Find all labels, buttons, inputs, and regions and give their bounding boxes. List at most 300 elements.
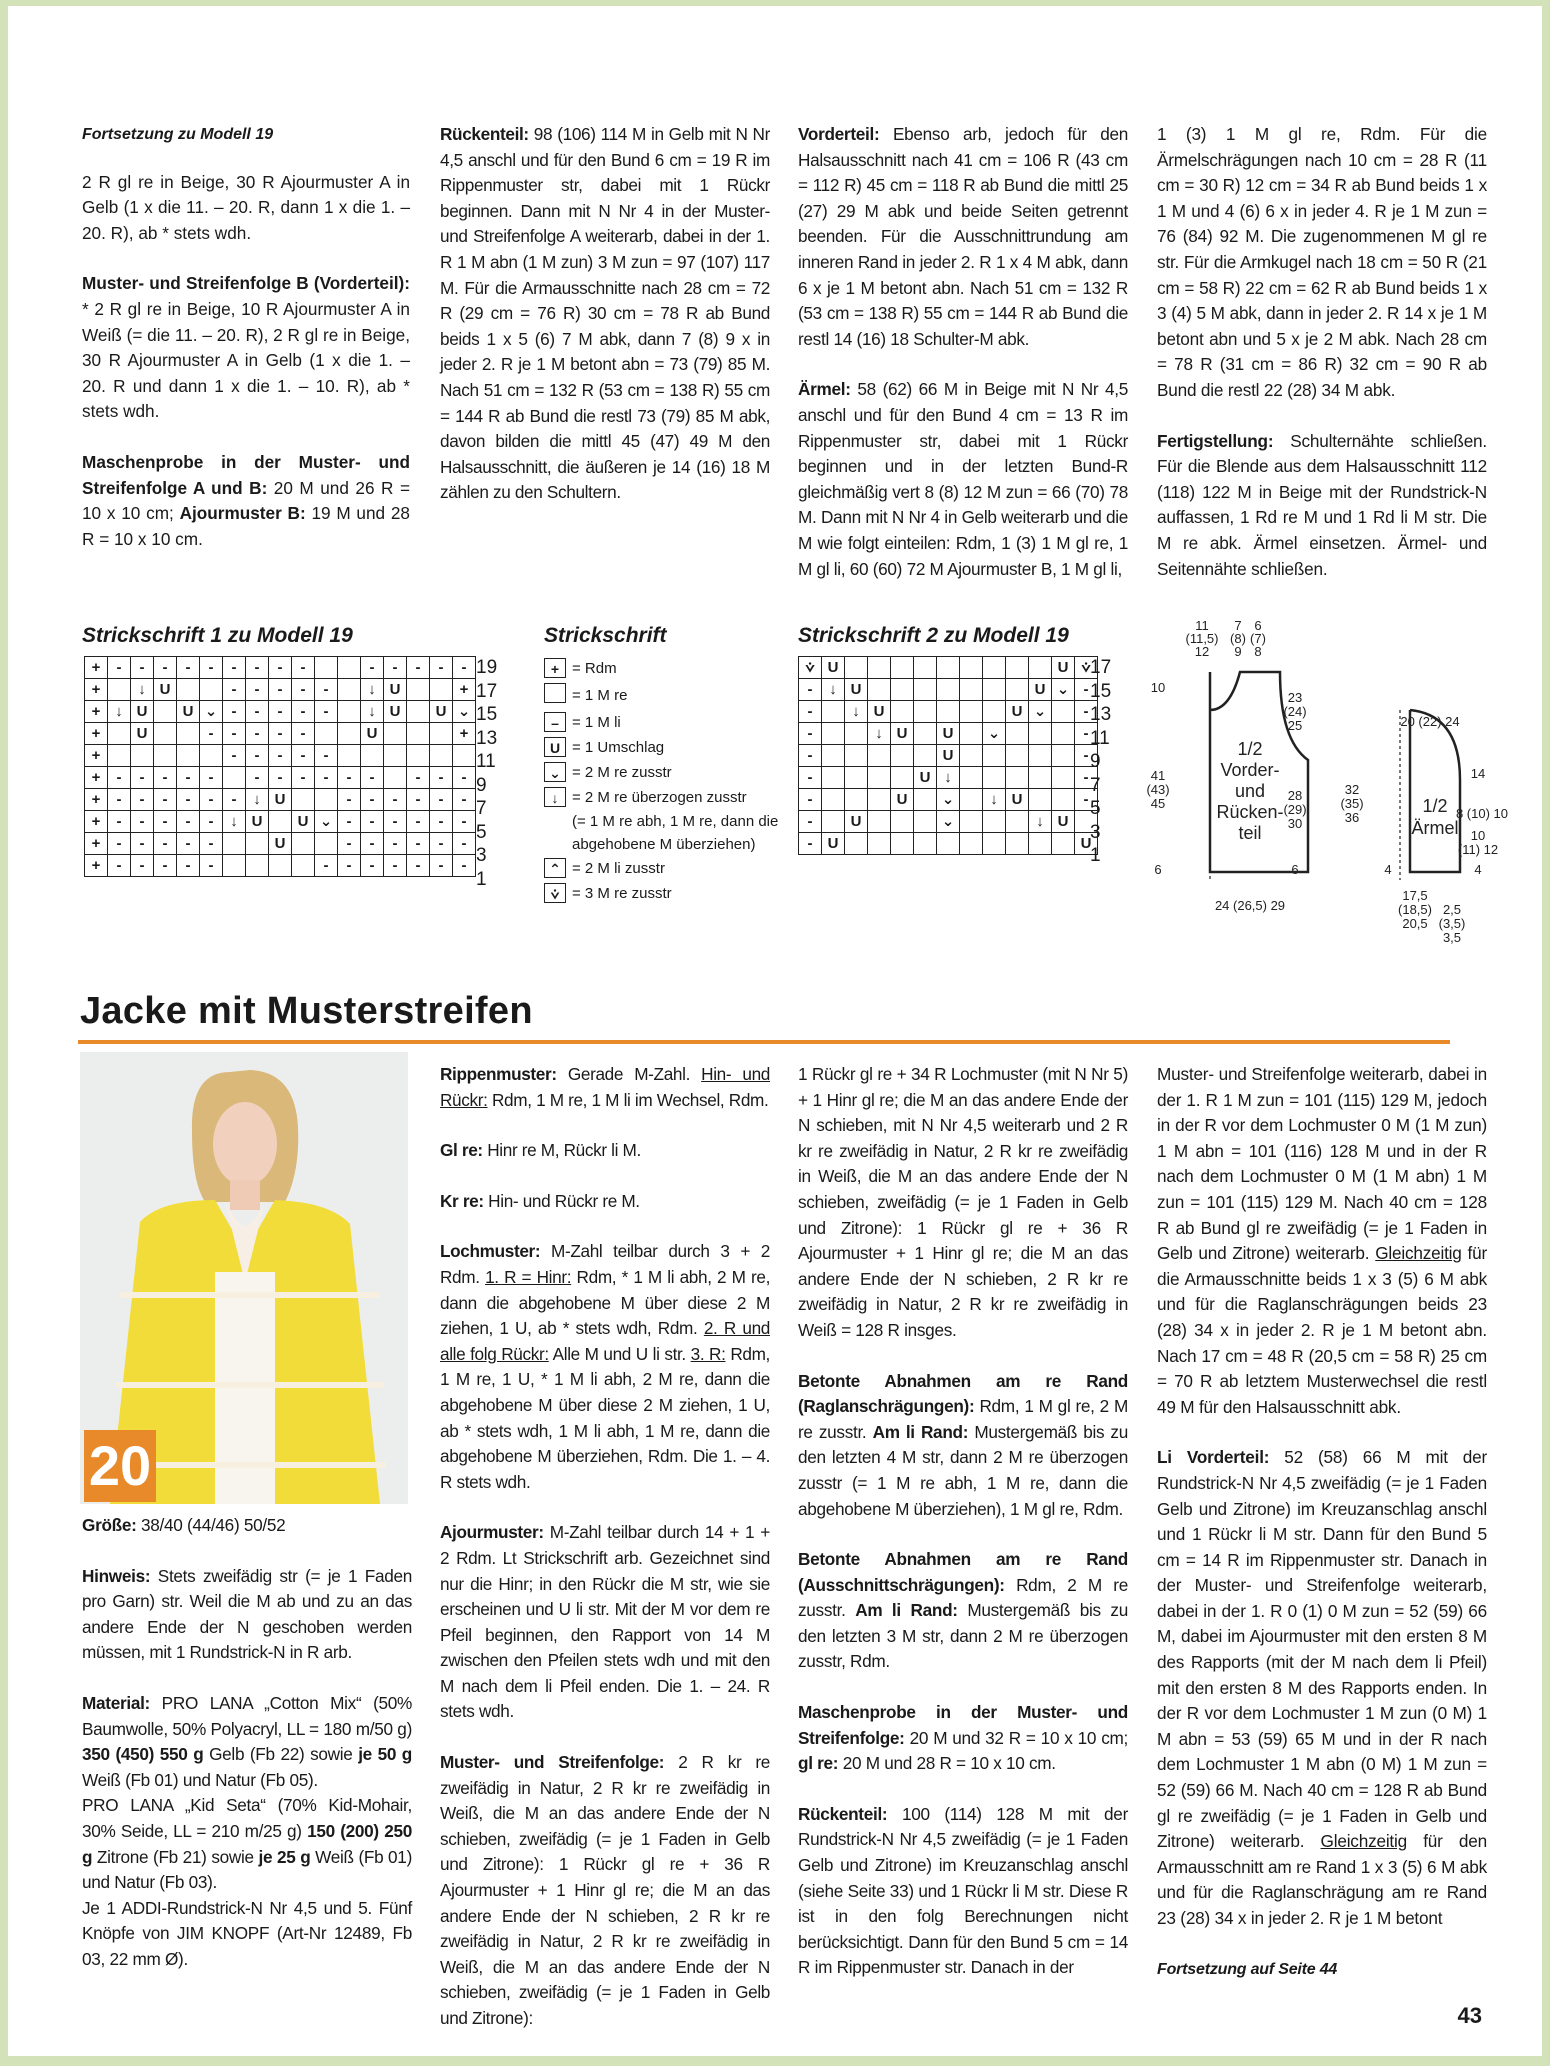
chart-cell: - — [453, 855, 476, 877]
section-title: Jacke mit Musterstreifen — [80, 990, 533, 1032]
paragraph-heading: Maschenprobe in der Muster- und Streifenfolge A und B: — [82, 451, 410, 498]
chart-cell: - — [315, 855, 338, 877]
paragraph: 1 Rückr gl re + 34 R Lochmuster (mit N Nr 5) + 1 Hinr gl re; die M an das andere Ende der N schieben, mit N Nr 4,5 weiterarb und 2 R kr re zweifädig in Natur, 2 R kr re zweifädig in Weiß, die M an das andere Ende der N schieben, zweifädig (= je 1 Faden in Gelb und Zitrone): 1 Rückr gl re + 36 R Ajourmuster + 1 Hinr gl re; die M an das andere Ende der N schieben, 2 R kr re zweifädig in Natur, 2 R kr re zweifädig in Weiß = 128 R insges. — [798, 1064, 1128, 1340]
chart-row-number: 17 — [476, 680, 498, 702]
chart-cell — [177, 745, 200, 767]
paragraph-text: M-Zahl teilbar durch 3 + 2 Rdm. — [440, 1241, 770, 1287]
paragraph — [82, 1793, 412, 1895]
chart-cell: - — [361, 767, 384, 789]
chart-cell: - — [799, 679, 822, 701]
chart-cell — [453, 745, 476, 767]
chart-cell: - — [200, 833, 223, 855]
chart-cell: - — [246, 723, 269, 745]
chart-cell: U — [845, 679, 868, 701]
chart-cell: - — [246, 701, 269, 723]
paragraph-text: Rdm, * 1 M li abh, 2 M re, dann die abgehobene M über diese 2 M ziehen, 1 U, ab * stets wdh, Rdm. — [440, 1266, 770, 1339]
chart-cell: - — [154, 833, 177, 855]
chart-cell — [845, 745, 868, 767]
chart-cell — [937, 701, 960, 723]
chart-cell: - — [223, 679, 246, 701]
chart-cell — [430, 745, 453, 767]
top-column-2 — [440, 122, 770, 531]
chart-cell — [868, 811, 891, 833]
chart-row-number: 11 — [1090, 727, 1110, 749]
chart-cell — [430, 679, 453, 701]
chart-cell — [937, 679, 960, 701]
chart-cell — [868, 679, 891, 701]
svg-text:(24): (24) — [1283, 704, 1307, 719]
chart-cell: - — [269, 679, 292, 701]
chart-cell: - — [177, 657, 200, 679]
chart-cell — [983, 701, 1006, 723]
chart-cell — [384, 745, 407, 767]
chart-cell — [1006, 679, 1029, 701]
chart-cell — [223, 833, 246, 855]
paragraph — [1157, 1445, 1487, 1931]
chart-cell — [960, 745, 983, 767]
paragraph-heading: Betonte Abnahmen am re Rand (Raglanschrägungen): — [798, 1370, 1128, 1417]
chart-cell: - — [177, 811, 200, 833]
chart-cell — [269, 855, 292, 877]
continuation-header: Fortsetzung zu Modell 19 — [82, 126, 274, 143]
chart-cell: - — [200, 811, 223, 833]
svg-text:41: 41 — [1150, 768, 1166, 783]
underlined-text: 2. R und alle folg Rückr: — [440, 1318, 770, 1364]
svg-text:12: 12 — [1194, 644, 1210, 659]
paragraph — [440, 1750, 770, 2032]
chart-cell — [1006, 723, 1029, 745]
chart-cell: + — [453, 723, 476, 745]
paragraph — [82, 1691, 412, 1793]
chart-cell: + — [85, 789, 108, 811]
paragraph-heading: Fertigstellung: — [1157, 430, 1274, 451]
chart-cell: + — [453, 679, 476, 701]
chart-cell — [845, 723, 868, 745]
paragraph-heading: Am li Rand: — [855, 1600, 958, 1621]
chart-cell: - — [246, 657, 269, 679]
chart-cell — [914, 679, 937, 701]
chart-cell: ↓ — [361, 679, 384, 701]
paragraph-heading: Hinweis: — [82, 1565, 151, 1586]
legend-table — [544, 656, 784, 906]
chart-cell — [1029, 789, 1052, 811]
paragraph-heading: Betonte Abnahmen am re Rand (Ausschnittschrägungen): — [798, 1549, 1128, 1595]
chart-cell — [200, 679, 223, 701]
chart-row-number: 1 — [1090, 845, 1101, 866]
legend-item: = 2 M li zusstr — [572, 860, 665, 877]
chart-cell: ↓ — [983, 789, 1006, 811]
chart-cell: - — [223, 723, 246, 745]
svg-text:Vorder-: Vorder- — [1220, 760, 1280, 780]
yarn-over-icon: U — [544, 737, 566, 757]
svg-text:(35): (35) — [1340, 796, 1364, 811]
chart-cell: U — [292, 811, 315, 833]
chart-row-number: 3 — [476, 845, 487, 866]
paragraph-heading: Muster- und Streifenfolge B (Vorderteil): — [82, 273, 410, 294]
svg-text:(43): (43) — [1146, 782, 1170, 797]
legend-item: = 1 Umschlag — [572, 739, 665, 756]
chart-cell: U — [1029, 679, 1052, 701]
paragraph-heading: Li Vorderteil: — [1157, 1447, 1270, 1468]
paragraph-text: M-Zahl teilbar durch 14 + 1 + 2 Rdm. Lt Strickschrift arb. Gezeichnet sind nur die Hinr; in den Rückr die M str, wie sie erscheinen und U li str. Mit der M vor dem re Pfeil beginnen, den Rapport von 14 M zwischen den Pfeilen stets wdh und mit den M nach dem li Pfeil enden. Die 1. – 24. R stets wdh. — [440, 1522, 770, 1722]
chart-cell: - — [407, 833, 430, 855]
bottom-column-4 — [1157, 1062, 1487, 2007]
svg-text:24 (26,5) 29: 24 (26,5) 29 — [1214, 898, 1286, 913]
chart-cell: - — [108, 833, 131, 855]
chart-cell — [200, 745, 223, 767]
chart-cell — [246, 833, 269, 855]
svg-text:1/2: 1/2 — [1422, 796, 1448, 816]
chart-cell — [914, 657, 937, 679]
paragraph-text: Ebenso arb, jedoch für den Halsausschnitt nach 41 cm = 106 R (43 cm = 112 R) 45 cm = 118 R ab Bund die mittl 25 (27) 29 M abk und beide Seiten getrennt beenden. Für die Ausschnittrundung am inneren Rand in jeder 2. R 1 x 4 M abk, dann 6 x je 1 M betont abn. Nach 51 cm = 132 R (53 cm = 138 R) 55 cm = 144 R ab Bund die restl 14 (16) 18 Schulter-M abk. — [798, 124, 1128, 349]
chart-cell — [384, 767, 407, 789]
chart-cell — [914, 833, 937, 855]
svg-text:(29): (29) — [1283, 802, 1307, 817]
chart-cell — [914, 811, 937, 833]
edge-stitch-icon: + — [544, 658, 566, 678]
chart-cell — [1029, 745, 1052, 767]
chart-cell: - — [223, 745, 246, 767]
chart-cell — [154, 701, 177, 723]
chart-cell — [845, 789, 868, 811]
svg-text:(18,5): (18,5) — [1398, 902, 1432, 917]
svg-text:30: 30 — [1287, 816, 1303, 831]
chart-cell: ⌄ — [453, 701, 476, 723]
paragraph — [440, 122, 770, 506]
paragraph-text: 2 R kr re zweifädig in Natur, 2 R kr re zweifädig in Weiß, die M an das andere Ende der N schieben, zweifädig (= je 1 Faden in Gelb und Zitrone): 1 Rückr gl re + 36 R Ajourmuster + 1 Hinr gl re; die M an das andere Ende der N schieben, 2 R kr re zweifädig in Natur, 2 R kr re zweifädig in Weiß, die M an das andere Ende der N schieben, zweifädig (= je 1 Faden in Gelb und Zitrone): — [440, 1752, 770, 2028]
chart-cell — [338, 723, 361, 745]
chart-cell: - — [407, 855, 430, 877]
svg-text:6: 6 — [1254, 618, 1262, 633]
chart-cell — [1006, 745, 1029, 767]
legend — [544, 656, 784, 906]
chart-cell: - — [223, 701, 246, 723]
paragraph-text: 20 M und 32 R = 10 x 10 cm; — [904, 1727, 1128, 1748]
chart-cell — [891, 767, 914, 789]
chart-cell — [177, 679, 200, 701]
chart-cell — [1052, 833, 1075, 855]
chart-cell: - — [246, 679, 269, 701]
chart-cell: - — [200, 767, 223, 789]
chart-cell — [407, 723, 430, 745]
chart-cell: - — [1075, 701, 1098, 723]
paragraph-heading: Ajourmuster: — [440, 1522, 544, 1543]
chart-cell — [891, 745, 914, 767]
chart-cell: - — [407, 657, 430, 679]
paragraph-text: Mustergemäß bis zu den letzten 4 M str, dann 2 M re überzogen zusstr (= 1 M re abh, 1 M re, dann die abgehobene M überziehen), 1 M gl re, Rdm. — [798, 1421, 1128, 1519]
legend-item: = 1 M li — [572, 714, 621, 731]
chart-cell: ⌄ — [1052, 679, 1075, 701]
chart-row-number: 15 — [476, 704, 498, 725]
chart-cell — [914, 789, 937, 811]
sleeve-outline — [1410, 710, 1460, 872]
chart-cell — [960, 767, 983, 789]
chart-cell: U — [269, 833, 292, 855]
chart-cell: - — [223, 657, 246, 679]
svg-text:17,5: 17,5 — [1402, 888, 1428, 903]
chart-cell — [868, 833, 891, 855]
chart-cell: - — [1075, 767, 1098, 789]
chart-cell: - — [292, 701, 315, 723]
chart-cell: U — [430, 701, 453, 723]
paragraph-text: 58 (62) 66 M in Beige mit N Nr 4,5 anschl und für den Bund 4 cm = 13 R im Rippenmuster str, dabei mit 1 Rückr beginnen und in der letzten Bund-R gleichmäßig vert 8 (8) 12 M zun = 66 (70) 78 M. Dann mit N Nr 4 in Gelb weiterarb und die M wie folgt einteilen: Rdm, 1 (3) 1 M gl re, 1 M gl li, 60 (60) 72 M Ajourmuster B, 1 M gl li, — [798, 379, 1128, 579]
chart-cell: - — [177, 855, 200, 877]
svg-text:32: 32 — [1344, 782, 1360, 797]
page-number: 43 — [1457, 2003, 1482, 2028]
svg-text:23: 23 — [1287, 690, 1303, 705]
chart-cell: ↓ — [868, 723, 891, 745]
chart-cell: - — [338, 833, 361, 855]
chart1-row-numbers — [476, 656, 497, 891]
chart-cell — [108, 745, 131, 767]
paragraph: 2 R gl re in Beige, 30 R Ajourmuster A in Gelb (1 x die 11. – 20. R, dann 1 x die 1. – 20. R), ab * stets wdh. — [82, 171, 410, 243]
paragraph-heading: gl re: — [798, 1753, 839, 1774]
paragraph — [82, 450, 410, 552]
ssk-icon: ↓ — [544, 787, 566, 807]
svg-text:2,5: 2,5 — [1442, 902, 1462, 917]
paragraph — [798, 122, 1128, 352]
legend-title: Strickschrift — [544, 624, 667, 647]
chart-cell — [1029, 767, 1052, 789]
svg-text:8: 8 — [1254, 644, 1262, 659]
chart-cell: - — [338, 789, 361, 811]
chart-cell: - — [131, 811, 154, 833]
paragraph-text: Rdm, 2 M re zusstr. — [798, 1574, 1128, 1621]
chart-cell: - — [315, 701, 338, 723]
chart-cell — [430, 723, 453, 745]
chart-cell: - — [108, 855, 131, 877]
svg-text:25: 25 — [1287, 718, 1303, 733]
chart-cell: U — [384, 679, 407, 701]
paragraph-text: 20 M und 28 R = 10 x 10 cm. — [838, 1753, 1056, 1774]
paragraph-text: PRO LANA „Kid Seta“ (70% Kid-Mohair, 30% Seide, LL = 210 m/25 g) — [82, 1795, 412, 1841]
chart-cell: - — [292, 767, 315, 789]
chart-cell: - — [108, 789, 131, 811]
chart-cell: - — [200, 657, 223, 679]
legend-item: = 3 M re zusstr — [572, 885, 672, 902]
chart-cell: U — [1052, 811, 1075, 833]
chart-cell — [108, 723, 131, 745]
legend-item: = Rdm — [572, 660, 617, 677]
chart-cell — [1006, 833, 1029, 855]
chart-cell: - — [1075, 679, 1098, 701]
paragraph — [440, 1189, 770, 1215]
chart-cell: - — [246, 767, 269, 789]
chart-cell: U — [361, 723, 384, 745]
knit-icon — [544, 683, 566, 703]
chart-cell: U — [131, 701, 154, 723]
chart-cell: - — [361, 833, 384, 855]
chart-row-number: 7 — [476, 798, 487, 819]
top-column-4 — [1157, 122, 1487, 607]
chart-cell: U — [868, 701, 891, 723]
chart-cell — [822, 811, 845, 833]
purl-icon: – — [544, 712, 566, 732]
chart-row-number: 9 — [1090, 751, 1101, 772]
paragraph-heading: Gl re: — [440, 1140, 483, 1161]
chart-cell — [822, 789, 845, 811]
paragraph-text: Rdm, 1 M gl re, 2 M re zusstr. — [798, 1396, 1128, 1442]
bottom-column-2 — [440, 1062, 770, 2057]
chart-cell — [269, 811, 292, 833]
chart-cell — [914, 723, 937, 745]
chart-cell — [983, 811, 1006, 833]
chart-cell: - — [430, 833, 453, 855]
chart-cell: - — [108, 657, 131, 679]
chart-cell: - — [338, 855, 361, 877]
chart-cell — [1052, 723, 1075, 745]
chart-cell: - — [177, 767, 200, 789]
chart-row-number: 15 — [1090, 680, 1112, 702]
paragraph-text: 100 (114) 128 M mit der Rundstrick-N Nr 4,5 zweifädig (= je 1 Faden Gelb und Zitrone) im Kreuzanschlag anschl (siehe Seite 33) und 1 Rückr li M str. Diese R ist in den folg Berechnungen nicht berücksichtigt. Dann für den Bund 5 cm = 14 R im Rippenmuster str. Danach in der — [798, 1803, 1128, 1978]
paragraph — [798, 1802, 1128, 1981]
chart-cell: + — [85, 657, 108, 679]
paragraph-heading: Material: — [82, 1692, 150, 1713]
chart-row-number: 13 — [1090, 704, 1112, 725]
chart2-title: Strickschrift 2 zu Modell 19 — [798, 624, 1069, 647]
chart-cell: ⩒ — [799, 657, 822, 679]
chart-cell: ⌄ — [315, 811, 338, 833]
svg-text:36: 36 — [1344, 810, 1360, 825]
chart-cell: ↓ — [845, 701, 868, 723]
chart-cell: - — [200, 723, 223, 745]
amount: je 50 g — [358, 1744, 412, 1765]
legend-item: = 2 M re überzogen zusstr — [572, 789, 747, 806]
chart-cell: U — [822, 833, 845, 855]
paragraph — [440, 1520, 770, 1725]
svg-text:Ärmel: Ärmel — [1411, 818, 1459, 838]
chart-cell — [292, 855, 315, 877]
chart-cell: ⌄ — [1029, 701, 1052, 723]
chart-cell: - — [384, 811, 407, 833]
chart-cell: - — [292, 657, 315, 679]
paragraph-text: 19 M und 28 R = 10 x 10 cm. — [82, 503, 410, 549]
garment-schematic — [1130, 610, 1530, 960]
chart-cell: U — [822, 657, 845, 679]
chart-cell: U — [1075, 833, 1098, 855]
paragraph — [798, 1369, 1128, 1523]
chart-cell — [960, 657, 983, 679]
chart-cell — [983, 657, 1006, 679]
chart-cell — [822, 767, 845, 789]
chart-cell: - — [154, 657, 177, 679]
chart-cell — [292, 789, 315, 811]
chart-cell: + — [85, 833, 108, 855]
top-column-3 — [798, 122, 1128, 607]
chart-cell: - — [453, 833, 476, 855]
chart-row-number: 9 — [476, 774, 487, 796]
chart-cell: + — [85, 811, 108, 833]
chart-cell: U — [246, 811, 269, 833]
chart-cell — [315, 657, 338, 679]
chart-cell: - — [407, 767, 430, 789]
chart-row-number: 7 — [1090, 774, 1101, 796]
chart-cell: U — [891, 789, 914, 811]
chart-cell: - — [315, 679, 338, 701]
chart-cell: - — [108, 811, 131, 833]
paragraph-heading: Am li Rand: — [872, 1421, 969, 1442]
chart-row-number: 13 — [476, 727, 498, 749]
chart-cell: - — [799, 701, 822, 723]
underlined-text: Gleichzeitig — [1375, 1243, 1462, 1264]
paragraph-text: für den Armausschnitt am re Rand 1 x 3 (5) 6 M abk und für die Raglanschrägung am re Rand 23 (28) 34 x in jeder 2. R je 1 M betont — [1157, 1831, 1487, 1928]
paragraph-heading: Rückenteil: — [798, 1803, 888, 1824]
amount: je 25 g — [258, 1846, 311, 1867]
legend-item: (= 1 M re abh, 1 M re, dann die — [572, 813, 779, 830]
chart-cell: - — [799, 811, 822, 833]
chart-cell: - — [361, 811, 384, 833]
chart-cell — [983, 679, 1006, 701]
paragraph-text: 20 M und 26 R = 10 x 10 cm; — [82, 477, 410, 524]
chart-cell: ⌄ — [200, 701, 223, 723]
paragraph-heading: Größe: — [82, 1515, 137, 1535]
chart-cell — [960, 811, 983, 833]
paragraph-text: Rdm, 1 M re, 1 U, * 1 M li abh, 2 M re, dann die abgehobene M über diese 2 M ziehen, 1 U, ab * stets wdh, 1 M li abh, 1 M re, dann die abgehobene M überziehen, Rdm. Die 1. – 4. R stets wdh. — [440, 1343, 770, 1492]
chart-cell — [315, 833, 338, 855]
paragraph — [82, 1513, 412, 1539]
chart-cell: - — [315, 767, 338, 789]
chart-cell: - — [292, 679, 315, 701]
chart-cell: - — [154, 767, 177, 789]
paragraph-heading: Kr re: — [440, 1190, 484, 1211]
chart-cell: ⌄ — [937, 789, 960, 811]
paragraph-text: Stets zweifädig str (= je 1 Faden pro Garn) str. Weil die M ab und zu an das andere Ende der N geschoben werden müssen, mit 1 Rundstrick-N in R arb. — [82, 1565, 412, 1663]
paragraph-text: Alle M und U li str. — [548, 1343, 691, 1364]
paragraph-heading: Ärmel: — [798, 379, 851, 400]
bottom-column-1 — [82, 1513, 412, 1998]
chart-cell: - — [407, 789, 430, 811]
chart-cell — [1029, 833, 1052, 855]
section-divider — [78, 1040, 1450, 1044]
paragraph — [440, 1062, 770, 1113]
chart-cell: ↓ — [361, 701, 384, 723]
paragraph-heading: Rippenmuster: — [440, 1064, 557, 1084]
chart-cell — [960, 789, 983, 811]
model-number-badge: 20 — [84, 1430, 156, 1502]
svg-text:6: 6 — [1291, 862, 1299, 877]
chart-cell — [131, 745, 154, 767]
chart-cell: - — [177, 833, 200, 855]
chart-cell: - — [361, 657, 384, 679]
chart-cell: ↓ — [937, 767, 960, 789]
chart-cell — [223, 855, 246, 877]
paragraph — [440, 1138, 770, 1164]
chart-cell — [960, 833, 983, 855]
chart-cell: - — [361, 789, 384, 811]
chart-cell: - — [200, 789, 223, 811]
chart-row-number: 3 — [1090, 821, 1101, 843]
chart-cell: - — [131, 657, 154, 679]
chart-cell: + — [85, 679, 108, 701]
paragraph-text: Rdm, 1 M re, 1 M li im Wechsel, Rdm. — [487, 1089, 769, 1110]
chart-cell: U — [269, 789, 292, 811]
paragraph-text: 52 (58) 66 M mit der Rundstrick-N Nr 4,5 zweifädig (= je 1 Faden Gelb und Zitrone) im Kreuzanschlag anschl und 1 Rückr li M str. Dann für den Bund 5 cm = 14 R im Rippenmuster str. Danach in der Muster- und Streifenfolge weiterarb, dabei in der 1. R 0 (1) 0 M zun = 52 (59) 66 M, dabei im Ajourmuster mit den ersten 8 M des Rapports (mit der M nach dem li Pfeil) mit den ersten 8 M des Rapports enden. In der R vor dem Lochmuster 1 M zun (0 M) 1 M abn = 53 (59) 65 M und in der R nach dem Lochmuster 1 M abn (0 M) 1 M zun = 52 (59) 66 M. Nach 40 cm = 128 R ab Bund gl re zweifädig (= je 1 Faden in Gelb und Zitrone) weiterarb. — [1157, 1447, 1487, 1852]
svg-text:und: und — [1234, 781, 1266, 801]
chart-cell: - — [361, 855, 384, 877]
chart-cell: - — [200, 855, 223, 877]
chart-cell: U — [914, 767, 937, 789]
chart2-row-numbers — [1090, 656, 1111, 868]
chart-cell: U — [937, 723, 960, 745]
chart-cell: + — [85, 855, 108, 877]
chart-cell — [845, 767, 868, 789]
chart-cell: - — [453, 811, 476, 833]
chart-cell — [960, 679, 983, 701]
paragraph-text: Gelb (Fb 22) sowie — [203, 1744, 359, 1765]
chart-cell: - — [338, 811, 361, 833]
chart-cell: ↓ — [223, 811, 246, 833]
svg-text:10: 10 — [1150, 680, 1166, 695]
